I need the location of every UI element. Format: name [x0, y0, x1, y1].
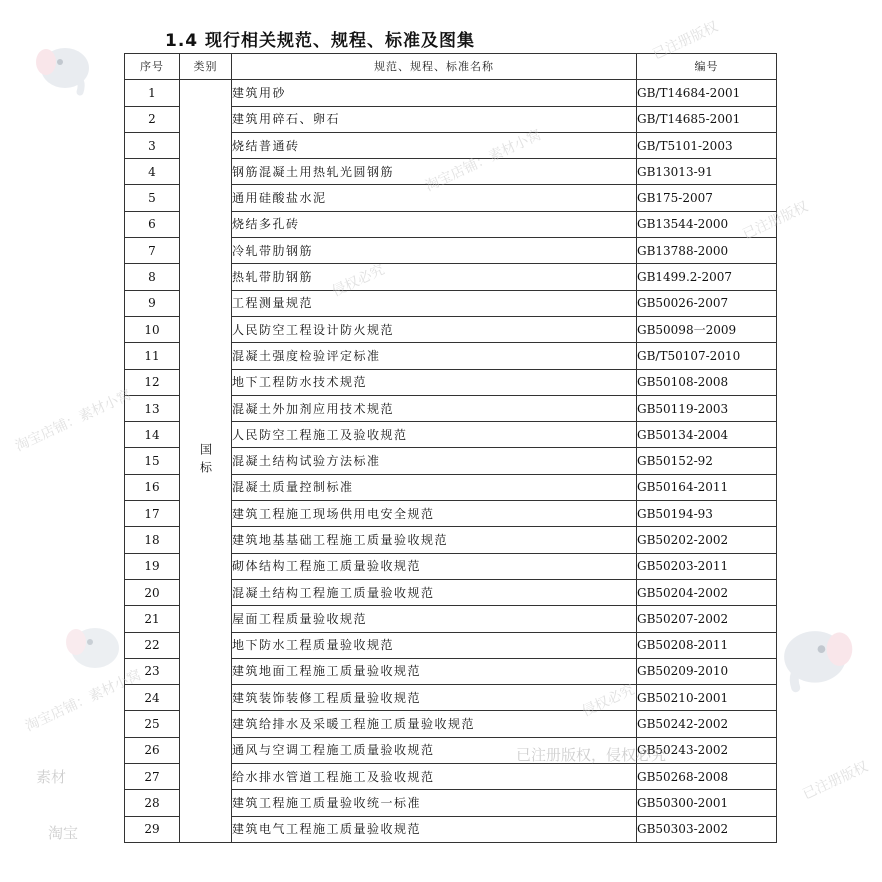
elephant-watermark-icon — [770, 608, 860, 698]
row-index: 6 — [125, 211, 180, 237]
elephant-watermark-icon — [30, 30, 100, 100]
standard-name: 混凝土质量控制标准 — [232, 474, 637, 500]
row-index: 23 — [125, 658, 180, 684]
row-index: 13 — [125, 395, 180, 421]
standard-code: GB50204-2002 — [637, 579, 777, 605]
standard-name: 地下防水工程质量验收规范 — [232, 632, 637, 658]
standard-name: 建筑电气工程施工质量验收规范 — [232, 816, 637, 842]
standard-name: 建筑工程施工质量验收统一标准 — [232, 790, 637, 816]
row-index: 22 — [125, 632, 180, 658]
standard-code: GB13788-2000 — [637, 238, 777, 264]
header-category: 类别 — [180, 54, 232, 80]
standard-name: 建筑用砂 — [232, 80, 637, 106]
standard-code: GB50119-2003 — [637, 395, 777, 421]
standard-name: 混凝土强度检验评定标准 — [232, 343, 637, 369]
standard-name: 建筑地面工程施工质量验收规范 — [232, 658, 637, 684]
watermark-text: 已注册版权 — [740, 198, 811, 243]
standard-name: 烧结多孔砖 — [232, 211, 637, 237]
standard-code: GB50098一2009 — [637, 316, 777, 342]
standard-code: GB50209-2010 — [637, 658, 777, 684]
watermark-text: 淘宝店铺：素材小窝 — [22, 667, 144, 735]
watermark-text: 淘宝店铺：素材小窝 — [12, 387, 134, 455]
watermark-text: 已注册版权 — [800, 758, 871, 803]
standard-code: GB175-2007 — [637, 185, 777, 211]
standard-code: GB1499.2-2007 — [637, 264, 777, 290]
table-body — [125, 80, 777, 843]
row-index: 14 — [125, 422, 180, 448]
watermark-text: 已注册版权，侵权必究 — [516, 746, 667, 764]
standard-code: GB50026-2007 — [637, 290, 777, 316]
standard-code: GB/T50107-2010 — [637, 343, 777, 369]
standard-code: GB50108-2008 — [637, 369, 777, 395]
standard-code: GB50303-2002 — [637, 816, 777, 842]
row-index: 1 — [125, 80, 180, 106]
standard-name: 人民防空工程设计防火规范 — [232, 316, 637, 342]
standard-name: 钢筋混凝土用热轧光圆钢筋 — [232, 159, 637, 185]
row-index: 27 — [125, 764, 180, 790]
standard-name: 建筑工程施工现场供用电安全规范 — [232, 501, 637, 527]
header-index: 序号 — [125, 54, 180, 80]
standard-code: GB50210-2001 — [637, 685, 777, 711]
row-index: 26 — [125, 737, 180, 763]
standard-code: GB50268-2008 — [637, 764, 777, 790]
standard-code: GB/T5101-2003 — [637, 132, 777, 158]
standard-name: 人民防空工程施工及验收规范 — [232, 422, 637, 448]
watermark-text: 已注册版权 — [650, 18, 721, 63]
row-index: 3 — [125, 132, 180, 158]
watermark-text: 侵权必究 — [579, 681, 638, 720]
row-index: 16 — [125, 474, 180, 500]
header-name: 规范、规程、标准名称 — [232, 54, 637, 80]
watermark-text: 侵权必究 — [329, 261, 388, 300]
row-index: 9 — [125, 290, 180, 316]
table-header-row — [125, 54, 777, 80]
standard-name: 建筑给排水及采暖工程施工质量验收规范 — [232, 711, 637, 737]
standard-name: 建筑用碎石、卵石 — [232, 106, 637, 132]
standard-code: GB13544-2000 — [637, 211, 777, 237]
standard-code: GB50243-2002 — [637, 737, 777, 763]
watermark-text: 淘宝店铺：素材小窝 — [422, 127, 544, 195]
row-index: 29 — [125, 816, 180, 842]
standard-code: GB50300-2001 — [637, 790, 777, 816]
standard-code: GB13013-91 — [637, 159, 777, 185]
standard-name: 工程测量规范 — [232, 290, 637, 316]
standard-code: GB50194-93 — [637, 501, 777, 527]
standard-name: 通用硅酸盐水泥 — [232, 185, 637, 211]
row-index: 10 — [125, 316, 180, 342]
row-index: 18 — [125, 527, 180, 553]
standard-code: GB/T14684-2001 — [637, 80, 777, 106]
row-index: 2 — [125, 106, 180, 132]
standard-name: 冷轧带肋钢筋 — [232, 238, 637, 264]
standard-name: 建筑装饰装修工程质量验收规范 — [232, 685, 637, 711]
standard-code: GB50208-2011 — [637, 632, 777, 658]
standard-code: GB50203-2011 — [637, 553, 777, 579]
standard-code: GB50134-2004 — [637, 422, 777, 448]
row-index: 17 — [125, 501, 180, 527]
row-index: 4 — [125, 159, 180, 185]
standard-name: 热轧带肋钢筋 — [232, 264, 637, 290]
standard-code: GB50152-92 — [637, 448, 777, 474]
standard-name: 通风与空调工程施工质量验收规范 — [232, 737, 637, 763]
standard-code: GB50207-2002 — [637, 606, 777, 632]
category-cell: 国标 — [180, 80, 232, 843]
standard-code: GB50242-2002 — [637, 711, 777, 737]
row-index: 21 — [125, 606, 180, 632]
standard-name: 烧结普通砖 — [232, 132, 637, 158]
row-index: 19 — [125, 553, 180, 579]
header-code: 编号 — [637, 54, 777, 80]
standard-name: 屋面工程质量验收规范 — [232, 606, 637, 632]
standard-name: 混凝土外加剂应用技术规范 — [232, 395, 637, 421]
standard-code: GB50164-2011 — [637, 474, 777, 500]
watermark-text: 素材 — [36, 768, 67, 786]
standards-table — [124, 53, 777, 843]
row-index: 24 — [125, 685, 180, 711]
standard-name: 混凝土结构工程施工质量验收规范 — [232, 579, 637, 605]
row-index: 5 — [125, 185, 180, 211]
row-index: 20 — [125, 579, 180, 605]
standard-code: GB/T14685-2001 — [637, 106, 777, 132]
row-index: 25 — [125, 711, 180, 737]
standard-name: 建筑地基基础工程施工质量验收规范 — [232, 527, 637, 553]
elephant-watermark-icon — [60, 610, 130, 680]
row-index: 15 — [125, 448, 180, 474]
standard-name: 混凝土结构试验方法标准 — [232, 448, 637, 474]
row-index: 28 — [125, 790, 180, 816]
standard-name: 砌体结构工程施工质量验收规范 — [232, 553, 637, 579]
row-index: 7 — [125, 238, 180, 264]
section-title: 1.4 现行相关规范、规程、标准及图集 — [165, 31, 476, 51]
table-row — [125, 80, 777, 106]
row-index: 8 — [125, 264, 180, 290]
standard-name: 给水排水管道工程施工及验收规范 — [232, 764, 637, 790]
row-index: 12 — [125, 369, 180, 395]
standard-code: GB50202-2002 — [637, 527, 777, 553]
watermark-text: 淘宝 — [48, 824, 79, 842]
row-index: 11 — [125, 343, 180, 369]
standard-name: 地下工程防水技术规范 — [232, 369, 637, 395]
